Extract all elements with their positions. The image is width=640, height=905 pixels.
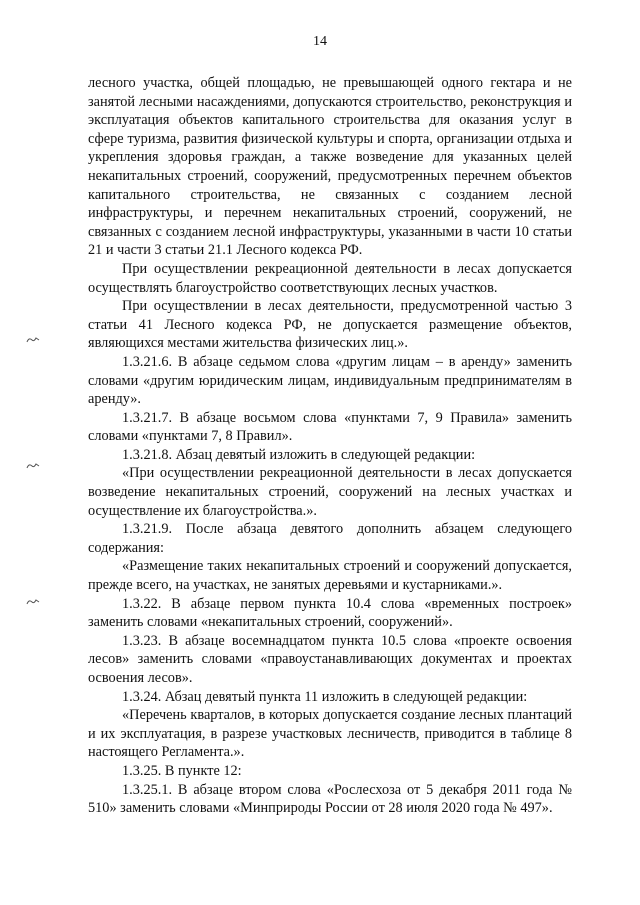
paragraph: 1.3.22. В абзаце первом пункта 10.4 слова «временных построек» заменить словами «некапитальных строений, сооружений». — [88, 595, 572, 631]
page-number: 14 — [313, 34, 327, 49]
paragraph: лесного участка, общей площадью, не превышающей одного гектара и не занятой лесными насаждениями, допускаются строительство, реконструкция и эксплуатация объектов капитального строительства для оказания услуг в сфере туризма, развития физической культуры и спорта, организации отдыха и укрепления здоровья граждан, а также возведение для указанных целей некапитальных строений, сооружений, предусмотренных перечнем объектов капитального строительства, не связанных с созданием лесной инфраструктуры, и перечнем некапитальных строений, сооружений, не связанных с созданием лесной инфраструктуры, указанными в части 10 статьи 21 и части 3 статьи 21.1 Лесного кодекса РФ. — [88, 75, 572, 259]
margin-scan-mark — [26, 598, 40, 606]
paragraph: 1.3.24. Абзац девятый пункта 11 изложить в следующей редакции: — [122, 688, 528, 705]
paragraph: 1.3.21.7. В абзаце восьмом слова «пунктами 7, 9 Правила» заменить словами «пунктами 7, 8 Правил». — [88, 409, 572, 445]
paragraph: 1.3.23. В абзаце восемнадцатом пункта 10.5 слова «проекте освоения лесов» заменить словами «правоустанавливающих документах и проектах освоения лесов». — [88, 632, 572, 686]
paragraph: 1.3.21.9. После абзаца девятого дополнить абзацем следующего содержания: — [88, 521, 572, 556]
paragraph: 1.3.25.1. В абзаце втором слова «Рослесхоза от 5 декабря 2011 года № 510» заменить словами «Минприроды России от 28 июля 2020 года № 497». — [88, 781, 572, 817]
margin-scan-mark — [26, 336, 40, 344]
paragraph: 1.3.21.8. Абзац девятый изложить в следующей редакции: — [122, 446, 476, 463]
paragraph: «Перечень кварталов, в которых допускается создание лесных плантаций и их эксплуатация, в разрезе участковых лесничеств, приводится в таблице 8 настоящего Регламента.». — [88, 707, 572, 761]
paragraph: 1.3.25. В пункте 12: — [122, 762, 242, 779]
paragraph: «Размещение таких некапитальных строений и сооружений допускается, прежде всего, на участках, не занятых деревьями и кустарниками.». — [88, 558, 572, 594]
paragraph: 1.3.21.6. В абзаце седьмом слова «другим лицам – в аренду» заменить словами «другим юридическим лицам, индивидуальным предпринимателям в аренду». — [88, 353, 572, 408]
margin-scan-mark — [26, 462, 40, 470]
document-body — [88, 74, 572, 818]
paragraph: При осуществлении в лесах деятельности, предусмотренной частью 3 статьи 41 Лесного кодекса РФ, не допускается размещение объектов, являющихся местами жительства физических лиц.». — [88, 298, 572, 352]
paragraph: При осуществлении рекреационной деятельности в лесах допускается осуществлять благоустройство соответствующих лесных участков. — [88, 260, 572, 296]
paragraph: «При осуществлении рекреационной деятельности в лесах допускается возведение некапитальных строений, сооружений на лесных участках и осуществление их благоустройства.». — [88, 465, 572, 519]
